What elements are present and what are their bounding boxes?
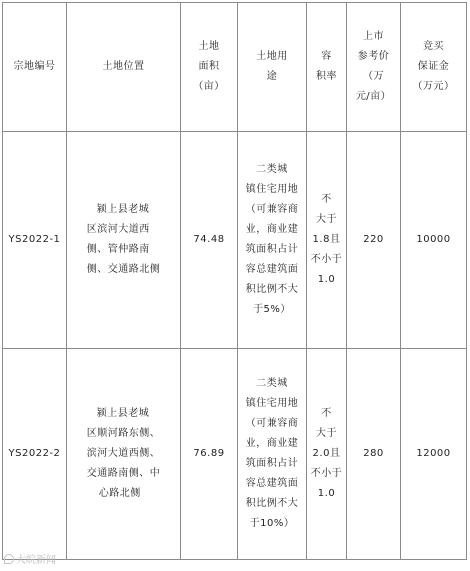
cell-deposit: 12000: [401, 349, 467, 560]
header-far: 容 积率: [307, 3, 347, 132]
table-row: [3, 132, 467, 349]
cell-area: 74.48: [181, 132, 238, 349]
cell-price: 280: [347, 349, 401, 560]
cell-location: 颍上县老城 区滨河大道西 侧、管仲路南 侧、交通路北侧: [67, 132, 181, 349]
table-row: [3, 349, 467, 560]
header-area: 土地 面积 （亩）: [181, 3, 238, 132]
cell-deposit: 10000: [401, 132, 467, 349]
land-listing-table: [2, 2, 467, 560]
cell-area: 76.89: [181, 349, 238, 560]
cell-use: 二类城 镇住宅用地 （可兼容商 业，商业建 筑面积占计 容总建筑面 积比例不大 于5%）: [238, 132, 307, 349]
cell-far: 不 大于 1.8且 不小于 1.0: [307, 132, 347, 349]
watermark: [4, 551, 56, 566]
header-location: 土地位置: [67, 3, 181, 132]
cell-price: 220: [347, 132, 401, 349]
watermark-text: 大皖新闻: [16, 555, 56, 566]
cell-code: YS2022-1: [3, 132, 67, 349]
cell-far: 不 大于 2.0且 不小于 1.0: [307, 349, 347, 560]
header-row: [3, 3, 467, 132]
cell-code: YS2022-2: [3, 349, 67, 560]
logo-icon: [4, 554, 14, 564]
header-use: 土地用 途: [238, 3, 307, 132]
header-code: 宗地编号: [3, 3, 67, 132]
header-deposit: 竞买 保证金 （万元）: [401, 3, 467, 132]
header-price: 上市 参考价 （万 元/亩）: [347, 3, 401, 132]
cell-location: 颍上县老城 区顺河路东侧、 滨河大道西侧、 交通路南侧、中 心路北侧: [67, 349, 181, 560]
cell-use: 二类城 镇住宅用地 （可兼容商 业，商业建 筑面积占计 容总建筑面 积比例不大 于10%）: [238, 349, 307, 560]
